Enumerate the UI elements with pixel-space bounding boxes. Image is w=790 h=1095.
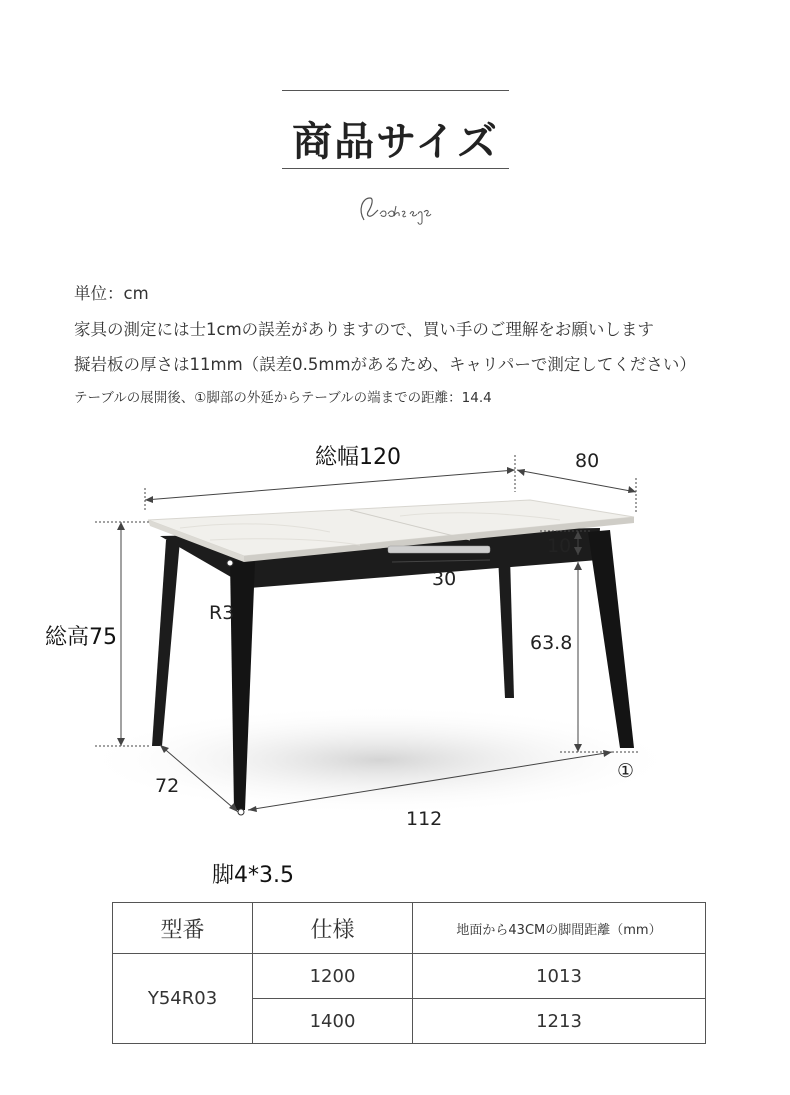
spec-table <box>112 902 706 1044</box>
page-title: 商品サイズ <box>292 119 499 165</box>
unit-note: 単位：cm <box>74 284 149 303</box>
apron-height-label: 10 <box>547 535 572 557</box>
leg-depth-span-label: 72 <box>155 775 180 797</box>
table-row <box>113 954 706 999</box>
leg-width-span-label: 112 <box>406 808 443 830</box>
model-cell: Y54R03 <box>113 954 253 1044</box>
front-leg-right <box>588 530 634 748</box>
distance-cell: 1213 <box>413 999 706 1044</box>
depth-label: 80 <box>575 450 600 472</box>
total-width-label: 総幅120 <box>315 445 401 470</box>
header-model: 型番 <box>113 903 253 954</box>
back-leg-left <box>152 540 180 746</box>
table-header-row <box>113 903 706 954</box>
leg-size-label: 脚4*3.5 <box>212 863 294 888</box>
leg-marker-label: ① <box>617 760 635 782</box>
back-leg-right <box>498 556 514 698</box>
header-spec: 仕様 <box>253 903 413 954</box>
radius-marker <box>227 560 233 566</box>
corner-radius-label: R3 <box>209 602 235 624</box>
handle-length-label: 30 <box>432 568 457 590</box>
leg-height-label: 63.8 <box>530 632 573 654</box>
extension-handle <box>388 546 490 553</box>
spec-cell: 1200 <box>253 954 413 999</box>
extension-note: テーブルの展開後、①脚部の外延からテーブルの端までの距離：14.4 <box>74 390 492 406</box>
measurement-note: 家具の測定には士1cmの誤差がありますので、買い手のご理解をお願いします <box>74 320 654 339</box>
spec-cell: 1400 <box>253 999 413 1044</box>
leg-foot-marker <box>238 809 244 815</box>
floor-shadow <box>80 705 680 815</box>
distance-cell: 1013 <box>413 954 706 999</box>
total-height-label: 総高75 <box>45 625 117 650</box>
thickness-note: 擬岩板の厚さは11mm（誤差0.5mmがあるため、キャリパーで測定してください） <box>74 355 696 374</box>
header-distance: 地面から43CMの脚間距離（mm） <box>413 903 706 954</box>
